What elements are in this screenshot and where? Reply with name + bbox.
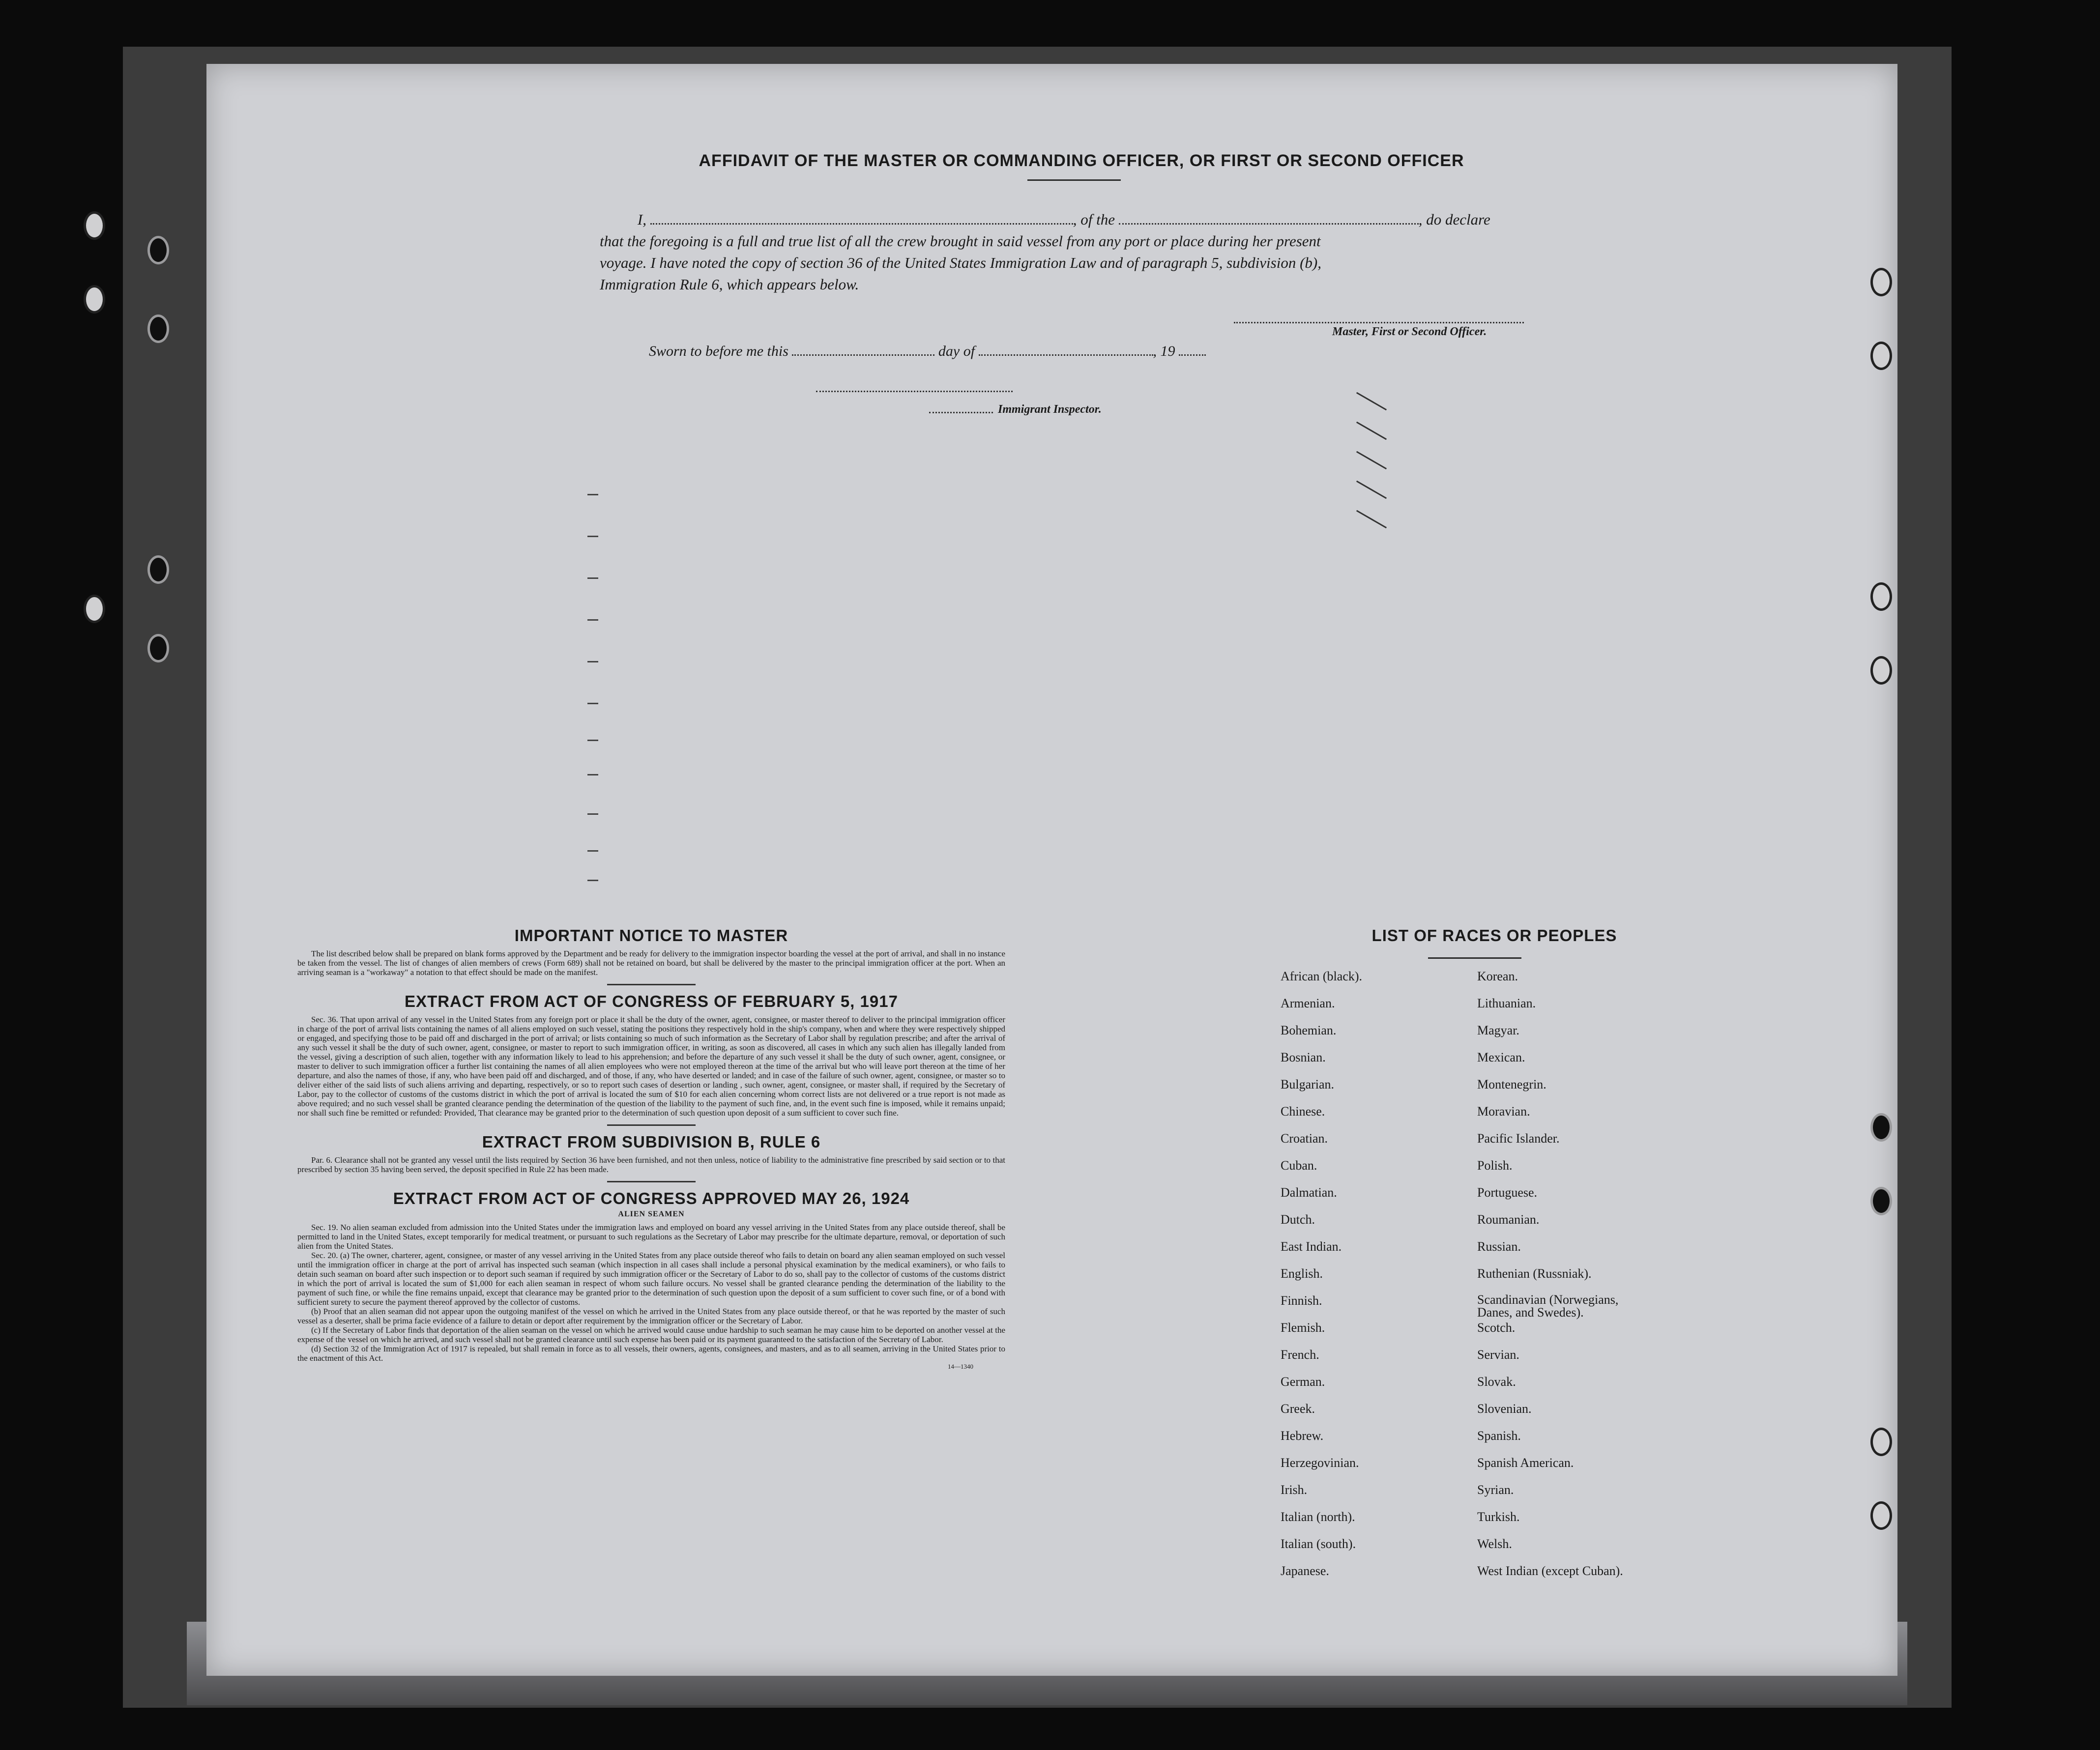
ditto-mark [587, 774, 598, 775]
affidavit-i: I, [637, 211, 646, 228]
race-item: Greek. [1281, 1402, 1315, 1416]
race-item: Herzegovinian. [1281, 1456, 1359, 1470]
race-item: Japanese. [1281, 1564, 1329, 1578]
binder-hole [1870, 342, 1892, 370]
notice-title: IMPORTANT NOTICE TO MASTER [514, 926, 788, 945]
race-item: Russian. [1477, 1239, 1521, 1254]
binder-hole [147, 634, 169, 662]
binder-hole [84, 285, 105, 314]
inspector-signature-line[interactable] [816, 391, 1013, 392]
race-item: Polish. [1477, 1158, 1513, 1173]
master-signature-label: Master, First or Second Officer. [1332, 325, 1487, 338]
race-item: Dalmatian. [1281, 1185, 1337, 1200]
races-title: LIST OF RACES OR PEOPLES [1371, 926, 1617, 945]
divider [607, 1124, 696, 1126]
binder-hole [1870, 268, 1892, 296]
sworn-day-of: day of [938, 343, 975, 359]
notice-text [297, 949, 1005, 977]
affidavit-text [600, 209, 1524, 295]
binder-hole [147, 315, 169, 343]
ditto-mark [587, 536, 598, 537]
race-item: Pacific Islander. [1477, 1131, 1560, 1146]
binder-hole [1870, 656, 1892, 685]
race-item: Magyar. [1477, 1023, 1519, 1037]
inspector-label: Immigrant Inspector. [998, 403, 1102, 416]
race-item: Chinese. [1281, 1104, 1325, 1119]
affidavit-title: AFFIDAVIT OF THE MASTER OR COMMANDING OFFICER, OR FIRST OR SECOND OFFICER [699, 151, 1464, 170]
race-item: Lithuanian. [1477, 996, 1536, 1010]
race-item: Scotch. [1477, 1320, 1516, 1335]
extract-1917-title: EXTRACT FROM ACT OF CONGRESS OF FEBRUARY 5, 1917 [405, 992, 898, 1010]
race-item: Cuban. [1281, 1158, 1317, 1173]
race-item: Slovak. [1477, 1375, 1516, 1389]
race-item: Italian (north). [1281, 1510, 1355, 1524]
ditto-mark [587, 619, 598, 621]
extract-1924-title: EXTRACT FROM ACT OF CONGRESS APPROVED MAY 26, 1924 [393, 1189, 910, 1207]
race-item: French. [1281, 1348, 1319, 1362]
race-item: African (black). [1281, 969, 1363, 983]
race-item: Italian (south). [1281, 1537, 1356, 1551]
sworn-year-blank[interactable] [1179, 344, 1206, 356]
race-item: Slovenian. [1477, 1402, 1532, 1416]
affidavit-of-the: , of the [1073, 211, 1115, 228]
divider [1027, 179, 1121, 181]
race-item: Finnish. [1281, 1293, 1322, 1308]
race-item: Turkish. [1477, 1510, 1520, 1524]
sec-20b-paragraph: (b) Proof that an alien seaman did not appear upon the outgoing manifest of the vessel on which he arrived in the United States from any place outside thereof, or that he was reported by the master of such vessel as a deserter, shall be prima facie evidence of a failure to detain or deport after requirement by the immigration officer or the Secretary of Labor. [297, 1307, 1005, 1325]
extract-1917-text [297, 1015, 1005, 1118]
race-item: Armenian. [1281, 996, 1335, 1010]
ditto-mark [587, 740, 598, 741]
sec-36-paragraph: Sec. 36. That upon arrival of any vessel in the United States from any foreign port or place it shall be the duty of the owner, agent, consignee, or master thereof to deliver to the principal immigration officer in charge of the port of arrival lists containing the names of all aliens employed on such vessel, stating the positions they respectively hold in the ship's company, when and where they were respectively shipped or engaged, and specifying those to be paid off and discharged in the port of arrival; or lists containing so much of such information as the Secretary of Labor shall by regulation prescribe; and after the arrival of any such vessel it shall be the duty of such owner, agent, consignee, or master to report to such immigration officer, in writing, as soon as discovered, all cases in which any such alien has illegally landed from the vessel, giving a description of such alien, together with any information likely to lead to his apprehension; and before the departure of any such vessel it shall be the duty of such owner, agent, consignee, or master to deliver to such immigration officer a further list containing the names of all alien employees who were not employed thereon at the time of the arrival but who will leave port thereon at the time of her departure, and also the names of those, if any, who have been paid off and discharged, and of those, if any, who have deserted or landed; and in case of the failure of such owner, agent, consignee, or master so to deliver either of the said lists of such aliens arriving and departing, respectively, or so to report such cases of desertion or landing , such owner, agent, consignee, or master shall, if required by the Secretary of Labor, pay to the collector of customs of the customs district in which the port of arrival is located the sum of $10 for each alien concerning whom correct lists are not delivered or a true report is not made as above required; and no such vessel shall be granted clearance pending the determination of the question of the liability to the payment of such fine, and, in the event such fine is imposed, while it remains unpaid; nor shall such fine be remitted or refunded: Provided, That clearance may be granted prior to the determination of such question upon deposit of a sum sufficient to cover such fine. [297, 1015, 1005, 1118]
binder-hole [147, 555, 169, 584]
extract-rule6-title: EXTRACT FROM SUBDIVISION B, RULE 6 [482, 1133, 821, 1151]
affidavit-line-3: voyage. I have noted the copy of section 36 of the United States Immigration Law and of paragraph 5, subdivision (b), [600, 254, 1321, 271]
sworn-date-blank[interactable] [792, 344, 934, 356]
race-item: Syrian. [1477, 1483, 1514, 1497]
races-list [1281, 969, 1723, 1591]
binder-hole [84, 211, 105, 240]
ditto-mark [587, 577, 598, 579]
race-item: Bulgarian. [1281, 1077, 1335, 1091]
race-item: Mexican. [1477, 1050, 1525, 1064]
binder-hole [84, 595, 105, 623]
race-item: Montenegrin. [1477, 1077, 1546, 1091]
binder-hole [1870, 1187, 1892, 1215]
ditto-mark [587, 813, 598, 815]
race-item: Welsh. [1477, 1537, 1512, 1551]
sec-20a-paragraph: Sec. 20. (a) The owner, charterer, agent, consignee, or master of any vessel arriving in the United States from any place outside thereof who fails to detain on board any alien seaman employed on such vessel until the immigration officer in charge at the port of arrival has inspected such seaman (which inspection in all cases shall include a personal physical examination by the medical examiners), or who fails to detain such seaman on board after such inspection or to deport such seaman if required by such immigration officer or the Secretary of Labor to do so, shall pay to the collector of customs of the customs district in which the port of arrival is located the sum of $1,000 for each alien seaman in respect of whom such failure occurs. No vessel shall be granted clearance pending the determination of the liability to the payment of such fine, or while the fine remains unpaid, except that clearance may be granted prior to the determination of such question upon the deposit of a sum sufficient to cover such fine, or of a bond with sufficient surety to secure the payment thereof approved by the collector of customs. [297, 1251, 1005, 1307]
notice-paragraph: The list described below shall be prepared on blank forms approved by the Department and be ready for delivery to the immigration inspector boarding the vessel at the port of arrival, and shall in no instance be taken from the vessel. The list of changes of alien members of crews (Form 689) shall not be retained on board, but shall be delivered by the master to the principal immigration officer at the port. When an arriving seaman is a "workaway" a notation to that effect should be made on the manifest. [297, 949, 1005, 977]
binder-hole [1870, 1501, 1892, 1530]
race-item: Roumanian. [1477, 1212, 1540, 1227]
divider [607, 1181, 696, 1182]
extract-1924-text [297, 1223, 1005, 1363]
notice-column [285, 926, 1018, 1371]
sec-20c-paragraph: (c) If the Secretary of Labor finds that deportation of the alien seaman on the vessel on which he arrived would cause undue hardship to such seaman he may cause him to be deported on another vessel at the expense of the vessel on which he arrived, and such vessel shall not be granted clearance until such expense has been paid or its payment guaranteed to the satisfaction of the Secretary of Labor. [297, 1325, 1005, 1344]
sec-20d-paragraph: (d) Section 32 of the Immigration Act of 1917 is repealed, but shall remain in force as to all vessels, their owners, agents, consignees, and masters, and as to all seamen, arriving in the United States prior to the enactment of this Act. [297, 1344, 1005, 1363]
binder-hole [1870, 1113, 1892, 1142]
race-item: Flemish. [1281, 1320, 1325, 1335]
affidavit-declare: , do declare [1418, 211, 1490, 228]
ditto-mark [587, 661, 598, 662]
ditto-mark [587, 850, 598, 852]
race-item: Bosnian. [1281, 1050, 1326, 1064]
race-item: Bohemian. [1281, 1023, 1337, 1037]
sworn-month-blank[interactable] [979, 344, 1153, 356]
race-item: East Indian. [1281, 1239, 1342, 1254]
sworn-text: Sworn to before me this [649, 343, 788, 359]
ditto-mark [587, 703, 598, 704]
race-item: Ruthenian (Russniak). [1477, 1266, 1592, 1281]
sworn-line [649, 343, 1206, 360]
race-item: English. [1281, 1266, 1323, 1281]
race-item: Servian. [1477, 1348, 1519, 1362]
race-item: West Indian (except Cuban). [1477, 1564, 1623, 1578]
race-item: Scandinavian (Norwegians, Danes, and Swedes). [1477, 1292, 1619, 1320]
ditto-mark [587, 494, 598, 495]
race-item: Spanish American. [1477, 1456, 1574, 1470]
inspector-signature-line-2 [929, 412, 993, 413]
race-item: Irish. [1281, 1483, 1308, 1497]
race-item: Korean. [1477, 969, 1518, 983]
binder-hole [1870, 582, 1892, 611]
binder-hole [1870, 1428, 1892, 1456]
alien-seamen-subtitle: ALIEN SEAMEN [618, 1210, 685, 1218]
divider [607, 984, 696, 985]
race-item: Hebrew. [1281, 1429, 1324, 1443]
affidavit-line-4: Immigration Rule 6, which appears below. [600, 276, 859, 293]
extract-rule6-text [297, 1155, 1005, 1174]
affidavit-line-2: that the foregoing is a full and true list of all the crew brought in said vessel from any port or place during her present [600, 232, 1321, 250]
sec-19-paragraph: Sec. 19. No alien seaman excluded from admission into the United States under the immigration laws and employed on board any vessel arriving in the United States from any place outside thereof, shall be permitted to land in the United States, except temporarily for medical treatment, or pursuant to such regulations as the Secretary of Labor may prescribe for the ultimate departure, removal, or deportation of such alien from the United States. [297, 1223, 1005, 1251]
ditto-mark [587, 880, 598, 881]
par-6-paragraph: Par. 6. Clearance shall not be granted any vessel until the lists required by Section 36 have been furnished, and not then unless, notice of liability to the administrative fine prescribed by said section or to that prescribed by section 35 having been served, the deposit specified in Rule 22 has been made. [297, 1155, 1005, 1174]
race-item: Portuguese. [1477, 1185, 1538, 1200]
race-item: Moravian. [1477, 1104, 1530, 1119]
divider [1428, 957, 1521, 959]
binder-hole [147, 236, 169, 264]
form-number: 14—1340 [948, 1363, 973, 1370]
race-item: German. [1281, 1375, 1325, 1389]
name-blank[interactable] [650, 212, 1073, 225]
race-item: Dutch. [1281, 1212, 1315, 1227]
vessel-blank[interactable] [1119, 212, 1419, 225]
race-item: Croatian. [1281, 1131, 1328, 1146]
master-signature-line[interactable] [1234, 322, 1524, 323]
race-item: Spanish. [1477, 1429, 1521, 1443]
sworn-year: , 19 [1153, 343, 1175, 359]
